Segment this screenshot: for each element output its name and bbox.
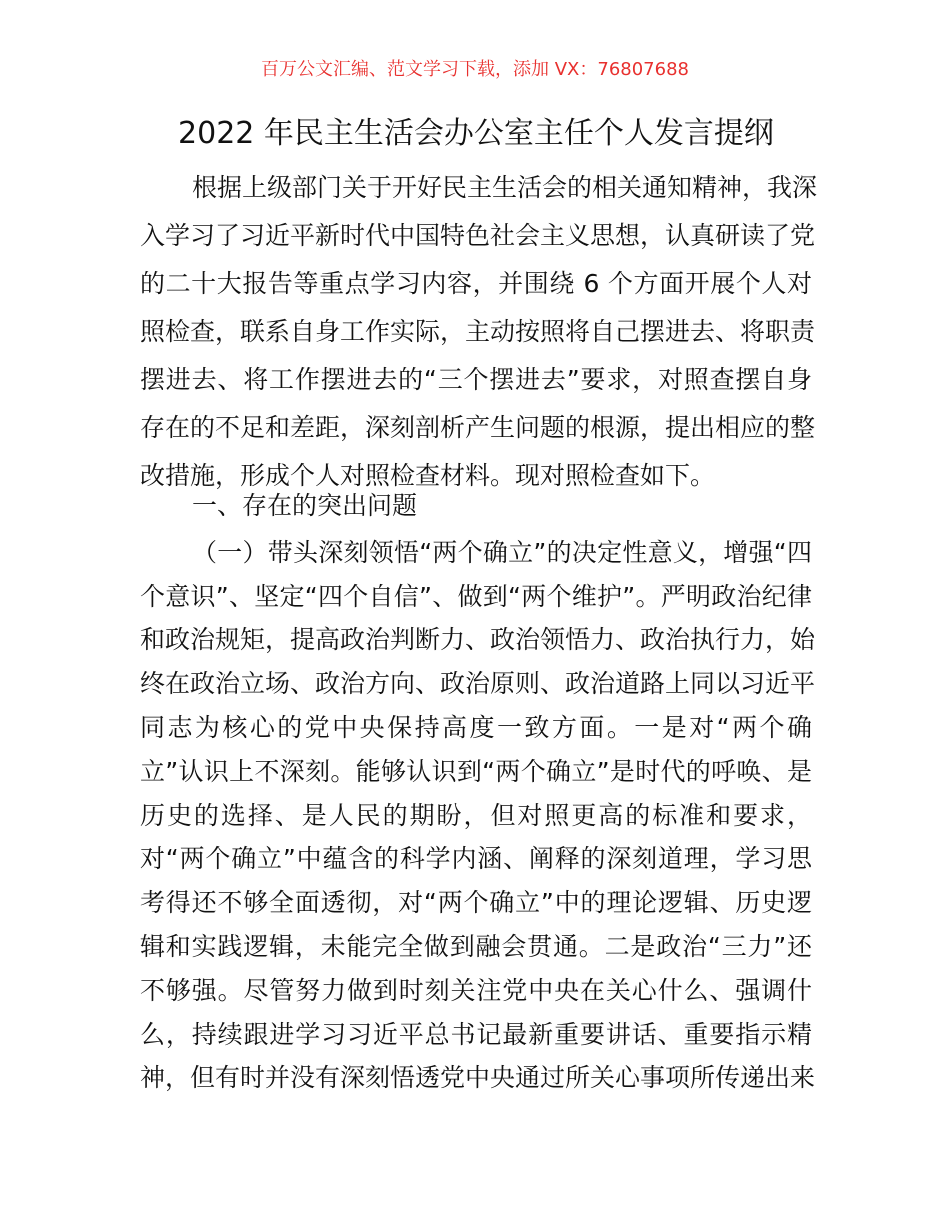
paragraph-line: 么，持续跟进学习习近平总书记最新重要讲话、重要指示精 <box>140 1020 812 1049</box>
paragraph-line: 和政治规矩，提高政治判断力、政治领悟力、政治执行力，始 <box>140 625 816 654</box>
paragraph-line: 立”认识上不深刻。能够认识到“两个确立”是时代的呼唤、是 <box>140 757 812 786</box>
paragraph-line: 摆进去、将工作摆进去的“三个摆进去”要求，对照查摆自身 <box>140 365 812 394</box>
document-title: 2022 年民主生活会办公室主任个人发言提纲 <box>178 116 774 151</box>
paragraph-line: 的二十大报告等重点学习内容，并围绕 6 个方面开展个人对 <box>140 269 812 298</box>
paragraph-line: 同志为核心的党中央保持高度一致方面。一是对“两个确 <box>140 713 812 742</box>
paragraph-line: 入学习了习近平新时代中国特色社会主义思想，认真研读了党 <box>140 221 816 250</box>
paragraph-line: 不够强。尽管努力做到时刻关注党中央在关心什么、强调什 <box>140 976 812 1005</box>
paragraph-line: 历史的选择、是人民的期盼，但对照更高的标准和要求， <box>140 801 812 830</box>
paragraph-line: 照检查，联系自身工作实际，主动按照将自己摆进去、将职责 <box>140 317 816 346</box>
paragraph-line: 根据上级部门关于开好民主生活会的相关通知精神，我深 <box>192 173 818 202</box>
paragraph-line: 改措施，形成个人对照检查材料。现对照检查如下。 <box>140 461 716 490</box>
paragraph-line: 对“两个确立”中蕴含的科学内涵、阐释的深刻道理，学习思 <box>140 844 812 873</box>
paragraph-line: 存在的不足和差距，深刻剖析产生问题的根源，提出相应的整 <box>140 413 816 442</box>
paragraph-line: 个意识”、坚定“四个自信”、做到“两个维护”。严明政治纪律 <box>140 582 812 611</box>
paragraph-line: 神，但有时并没有深刻悟透党中央通过所关心事项所传递出来 <box>140 1063 816 1092</box>
paragraph-line: 终在政治立场、政治方向、政治原则、政治道路上同以习近平 <box>140 669 816 698</box>
paragraph-line: （一）带头深刻领悟“两个确立”的决定性意义，增强“四 <box>192 538 812 567</box>
paragraph-line: 辑和实践逻辑，未能完全做到融会贯通。二是政治“三力”还 <box>140 932 812 961</box>
section-heading: 一、存在的突出问题 <box>192 491 418 520</box>
header-note: 百万公文汇编、范文学习下载，添加 VX：76807688 <box>261 59 689 80</box>
paragraph-line: 考得还不够全面透彻，对“两个确立”中的理论逻辑、历史逻 <box>140 888 812 917</box>
